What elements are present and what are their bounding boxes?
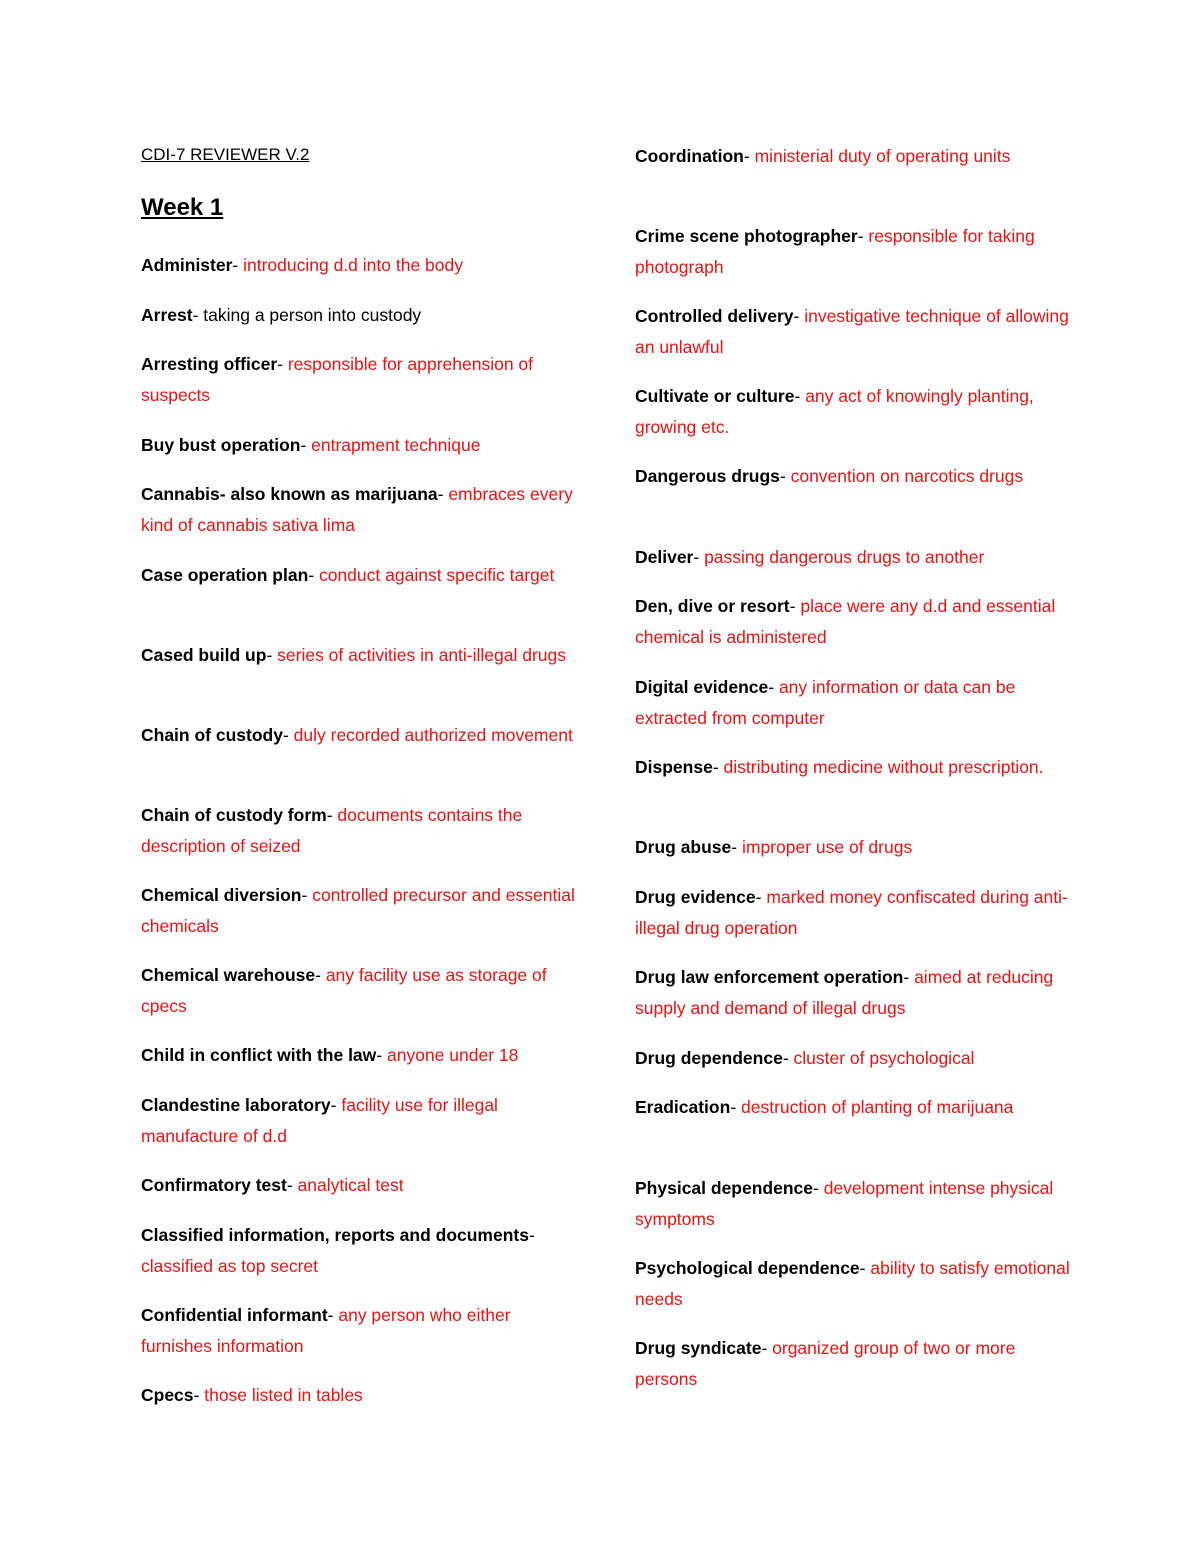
glossary-entry: Buy bust operation- entrapment technique: [141, 435, 481, 455]
entry-definition: any facility use as storage of cpecs: [141, 965, 547, 1016]
glossary-entry: Child in conflict with the law- anyone under 18: [141, 1045, 519, 1065]
entry-definition: aimed at reducing supply and demand of illegal drugs: [635, 967, 1054, 1018]
glossary-entry: Den, dive or resort- place were any d.d and essential chemical is administered: [635, 596, 1056, 647]
glossary-entry: Case operation plan- conduct against specific target: [141, 565, 555, 585]
entry-term: Drug syndicate: [635, 1338, 762, 1358]
entry-definition: investigative technique of allowing an unlawful: [635, 306, 1069, 357]
entry-term: Digital evidence: [635, 677, 769, 697]
document-title: CDI-7 REVIEWER V.2: [141, 145, 310, 164]
entry-term: Cultivate or culture: [635, 386, 795, 406]
glossary-entry: Chain of custody form- documents contains the description of seized: [141, 805, 523, 856]
entry-definition: embraces every kind of cannabis sativa lima: [141, 484, 573, 535]
entry-definition: development intense physical symptoms: [635, 1178, 1054, 1229]
entry-term: Dispense: [635, 757, 713, 777]
entry-term: Case operation plan: [141, 565, 309, 585]
entry-definition: duly recorded authorized movement: [293, 725, 573, 745]
glossary-entry: Dangerous drugs- convention on narcotics drugs: [635, 466, 1024, 486]
glossary-entry: Chain of custody- duly recorded authorized movement: [141, 725, 573, 745]
entry-definition: ministerial duty of operating units: [754, 146, 1011, 166]
entry-definition: improper use of drugs: [741, 837, 913, 857]
entry-term: Coordination: [635, 146, 744, 166]
entry-definition: responsible for taking photograph: [635, 226, 1035, 277]
entry-definition: convention on narcotics drugs: [790, 466, 1024, 486]
week-heading: Week 1: [141, 194, 224, 221]
entry-definition: organized group of two or more persons: [635, 1338, 1016, 1389]
entry-term: Dangerous drugs: [635, 466, 780, 486]
entry-term: Crime scene photographer: [635, 226, 858, 246]
entry-definition: classified as top secret: [141, 1255, 319, 1276]
entry-definition: controlled precursor and essential chemicals: [141, 885, 575, 936]
entry-term: Den, dive or resort: [635, 596, 790, 616]
entry-term: Deliver: [635, 547, 694, 567]
glossary-entry: Cannabis- also known as marijuana- embraces every kind of cannabis sativa lima: [141, 484, 573, 535]
entry-term: Psychological dependence: [635, 1258, 860, 1278]
glossary-entry: Cpecs- those listed in tables: [141, 1385, 363, 1405]
entry-definition: passing dangerous drugs to another: [704, 547, 985, 567]
entry-term: Arrest: [141, 305, 193, 325]
entry-term: Clandestine laboratory: [141, 1095, 331, 1115]
entry-term: Arresting officer: [141, 354, 278, 374]
entry-definition: analytical test: [297, 1175, 404, 1195]
glossary-entry: Clandestine laboratory- facility use for illegal manufacture of d.d: [141, 1095, 498, 1146]
entry-definition: documents contains the description of seized: [141, 805, 523, 856]
entry-term: Confirmatory test: [141, 1175, 287, 1195]
glossary-entry: Administer- introducing d.d into the body: [141, 255, 463, 275]
entry-term: Drug abuse: [635, 837, 732, 857]
entry-term: Drug evidence: [635, 887, 756, 907]
entry-term: Chain of custody form: [141, 805, 327, 825]
entry-term: Chemical warehouse: [141, 965, 316, 985]
glossary-entry: Confirmatory test- analytical test: [141, 1175, 404, 1195]
entry-term: Physical dependence: [635, 1178, 813, 1198]
entry-term: Chain of custody: [141, 725, 283, 745]
glossary-entry: Cased build up- series of activities in anti-illegal drugs: [141, 645, 567, 665]
glossary-entry: Psychological dependence- ability to satisfy emotional needs: [635, 1258, 1070, 1309]
entry-term: Confidential informant: [141, 1305, 328, 1325]
glossary-entry: Drug evidence- marked money confiscated during anti-illegal drug operation: [635, 887, 1068, 938]
entry-definition: destruction of planting of marijuana: [741, 1097, 1014, 1117]
entry-definition: marked money confiscated during anti-illegal drug operation: [635, 887, 1068, 938]
glossary-entry: Classified information, reports and documents- classified as top secret: [141, 1225, 535, 1276]
glossary-entry: Coordination- ministerial duty of operating units: [635, 146, 1011, 166]
glossary-entry: Arrest- taking a person into custody: [141, 305, 422, 325]
entry-definition: distributing medicine without prescription.: [723, 757, 1044, 777]
glossary-entry: Dispense- distributing medicine without prescription.: [635, 757, 1044, 777]
glossary-entry: Chemical warehouse- any facility use as storage of cpecs: [141, 965, 547, 1016]
glossary-entry: Physical dependence- development intense physical symptoms: [635, 1178, 1054, 1229]
glossary-entry: Drug dependence- cluster of psychological: [635, 1048, 975, 1068]
entry-term: Drug law enforcement operation: [635, 967, 904, 987]
entry-definition: anyone under 18: [386, 1045, 519, 1065]
entry-definition: entrapment technique: [311, 435, 481, 455]
entry-definition: cluster of psychological: [793, 1048, 975, 1068]
glossary-entry: Confidential informant- any person who either furnishes information: [141, 1305, 511, 1356]
entry-definition: ability to satisfy emotional needs: [635, 1258, 1070, 1309]
entry-definition: any act of knowingly planting, growing etc.: [635, 386, 1034, 437]
glossary-entry: Deliver- passing dangerous drugs to another: [635, 547, 985, 567]
entry-definition: facility use for illegal manufacture of d.d: [141, 1095, 498, 1146]
glossary-entry: Crime scene photographer- responsible for taking photograph: [635, 226, 1035, 277]
glossary-entry: Drug law enforcement operation- aimed at reducing supply and demand of illegal drugs: [635, 967, 1054, 1018]
entry-definition: introducing d.d into the body: [243, 255, 463, 275]
entry-term: Buy bust operation: [141, 435, 301, 455]
entry-definition: place were any d.d and essential chemical is administered: [635, 596, 1056, 647]
entry-definition: responsible for apprehension of suspects: [141, 354, 534, 405]
glossary-entry: Drug syndicate- organized group of two or more persons: [635, 1338, 1016, 1389]
entry-term: Administer: [141, 255, 233, 275]
glossary-entry: Chemical diversion- controlled precursor and essential chemicals: [141, 885, 575, 936]
glossary-entry: Cultivate or culture- any act of knowingly planting, growing etc.: [635, 386, 1034, 437]
entry-term: Classified information, reports and documents: [141, 1225, 529, 1245]
entry-term: Cannabis- also known as marijuana: [141, 484, 438, 504]
entry-definition: any person who either furnishes information: [141, 1305, 511, 1356]
entry-definition: series of activities in anti-illegal drugs: [277, 645, 567, 665]
entry-definition: those listed in tables: [204, 1385, 363, 1405]
entry-term: Drug dependence: [635, 1048, 783, 1068]
entry-definition: taking a person into custody: [203, 305, 422, 325]
glossary-entry: Digital evidence- any information or data can be extracted from computer: [635, 677, 1016, 728]
entry-term: Controlled delivery: [635, 306, 794, 326]
entry-term: Cpecs: [141, 1385, 194, 1405]
entry-definition: any information or data can be extracted from computer: [635, 677, 1016, 728]
glossary-entry: Arresting officer- responsible for apprehension of suspects: [141, 354, 534, 405]
entry-term: Cased build up: [141, 645, 267, 665]
glossary-entry: Controlled delivery- investigative technique of allowing an unlawful: [635, 306, 1069, 357]
entry-term: Eradication: [635, 1097, 731, 1117]
glossary-entry: Eradication- destruction of planting of marijuana: [635, 1097, 1014, 1117]
entry-term: Child in conflict with the law: [141, 1045, 377, 1065]
entry-term: Chemical diversion: [141, 885, 302, 905]
entry-definition: conduct against specific target: [318, 565, 555, 585]
glossary-entry: Drug abuse- improper use of drugs: [635, 837, 913, 857]
